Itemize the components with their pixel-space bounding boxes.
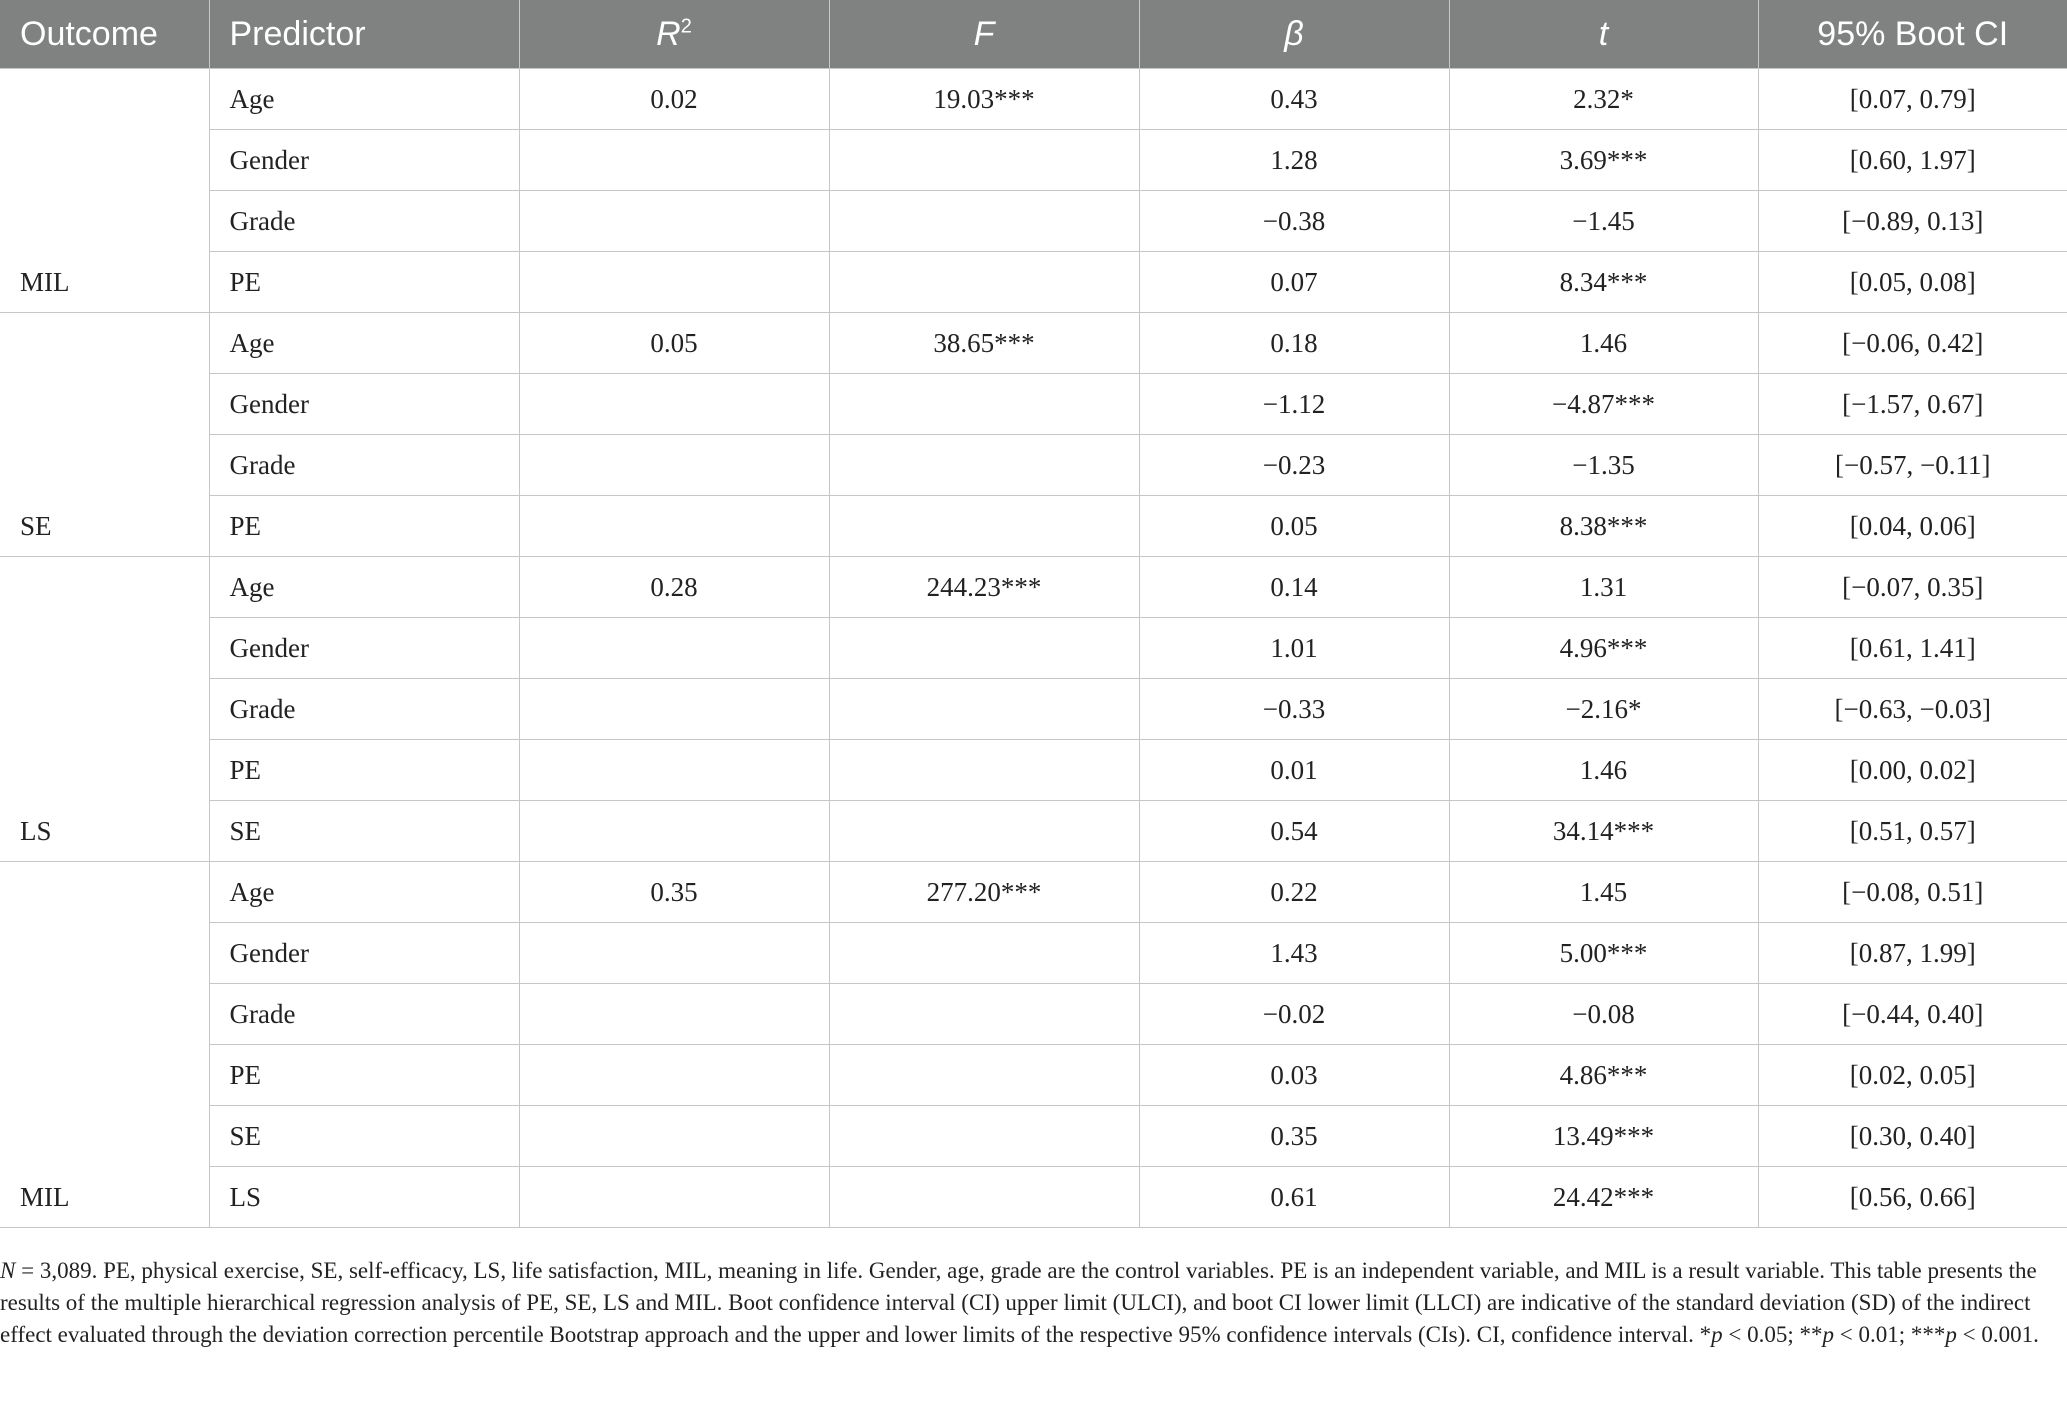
table-row bbox=[0, 740, 2067, 801]
beta-cell: 1.43 bbox=[1139, 923, 1449, 984]
table-row bbox=[0, 374, 2067, 435]
r2-cell: 0.02 bbox=[519, 69, 829, 130]
r2-cell bbox=[519, 1167, 829, 1228]
f-cell bbox=[829, 618, 1139, 679]
ci-cell: [0.00, 0.02] bbox=[1758, 740, 2067, 801]
r2-cell: 0.28 bbox=[519, 557, 829, 618]
outcome-cell: LS bbox=[0, 557, 209, 862]
header-predictor: Predictor bbox=[209, 0, 519, 69]
beta-cell: 0.54 bbox=[1139, 801, 1449, 862]
predictor-cell: PE bbox=[209, 496, 519, 557]
f-cell bbox=[829, 1045, 1139, 1106]
ci-cell: [0.02, 0.05] bbox=[1758, 1045, 2067, 1106]
f-cell bbox=[829, 496, 1139, 557]
f-cell bbox=[829, 1106, 1139, 1167]
beta-cell: 0.22 bbox=[1139, 862, 1449, 923]
beta-cell: 0.35 bbox=[1139, 1106, 1449, 1167]
f-cell: 244.23*** bbox=[829, 557, 1139, 618]
beta-cell: −0.23 bbox=[1139, 435, 1449, 496]
header-r2-sup: 2 bbox=[680, 15, 692, 38]
table-row bbox=[0, 618, 2067, 679]
table-row bbox=[0, 923, 2067, 984]
predictor-cell: Age bbox=[209, 557, 519, 618]
note-body: = 3,089. PE, physical exercise, SE, self-efficacy, LS, life satisfaction, MIL, meaning in life. Gender, age, grade are the control variables. PE is an independent variable, and MIL is a result variable. This table presents the results of the multiple hierarchical regression analysis of PE, SE, LS and MIL. Boot confidence interval (CI) upper limit (ULCI), and boot CI lower limit (LLCI) are indicative of the standard deviation (SD) of the indirect effect evaluated through the deviation correction percentile Bootstrap approach and the upper and lower limits of the respective 95% confidence intervals (CIs). CI, confidence interval. bbox=[0, 1258, 2037, 1347]
r2-cell bbox=[519, 740, 829, 801]
beta-cell: 0.05 bbox=[1139, 496, 1449, 557]
predictor-cell: Age bbox=[209, 69, 519, 130]
header-beta-text: β bbox=[1284, 14, 1304, 53]
beta-cell: 0.61 bbox=[1139, 1167, 1449, 1228]
f-cell bbox=[829, 374, 1139, 435]
beta-cell: 0.03 bbox=[1139, 1045, 1449, 1106]
f-cell: 38.65*** bbox=[829, 313, 1139, 374]
outcome-cell: MIL bbox=[0, 862, 209, 1228]
t-cell: 8.34*** bbox=[1449, 252, 1758, 313]
header-t bbox=[1449, 0, 1758, 69]
header-ci: 95% Boot CI bbox=[1758, 0, 2067, 69]
predictor-cell: Age bbox=[209, 862, 519, 923]
predictor-cell: LS bbox=[209, 1167, 519, 1228]
beta-cell: 0.14 bbox=[1139, 557, 1449, 618]
t-cell: 4.96*** bbox=[1449, 618, 1758, 679]
table-row bbox=[0, 1045, 2067, 1106]
table-row bbox=[0, 252, 2067, 313]
t-cell: 3.69*** bbox=[1449, 130, 1758, 191]
predictor-cell: PE bbox=[209, 1045, 519, 1106]
r2-cell bbox=[519, 679, 829, 740]
r2-cell bbox=[519, 496, 829, 557]
t-cell: 5.00*** bbox=[1449, 923, 1758, 984]
header-f bbox=[829, 0, 1139, 69]
table-row bbox=[0, 862, 2067, 923]
t-cell: −1.45 bbox=[1449, 191, 1758, 252]
t-cell: 1.46 bbox=[1449, 740, 1758, 801]
predictor-cell: Grade bbox=[209, 191, 519, 252]
t-cell: 1.45 bbox=[1449, 862, 1758, 923]
table-row bbox=[0, 557, 2067, 618]
note-p1-value: < 0.05; bbox=[1722, 1322, 1800, 1347]
beta-cell: −0.02 bbox=[1139, 984, 1449, 1045]
predictor-cell: Gender bbox=[209, 618, 519, 679]
r2-cell: 0.35 bbox=[519, 862, 829, 923]
predictor-cell: SE bbox=[209, 801, 519, 862]
f-cell bbox=[829, 252, 1139, 313]
r2-cell bbox=[519, 1106, 829, 1167]
note-p3-value: < 0.001. bbox=[1956, 1322, 2039, 1347]
predictor-cell: PE bbox=[209, 252, 519, 313]
ci-cell: [−1.57, 0.67] bbox=[1758, 374, 2067, 435]
note-p3-symbol: p bbox=[1945, 1322, 1957, 1347]
predictor-cell: Grade bbox=[209, 435, 519, 496]
predictor-cell: Gender bbox=[209, 374, 519, 435]
r2-cell bbox=[519, 130, 829, 191]
predictor-cell: Gender bbox=[209, 923, 519, 984]
note-n-symbol: N bbox=[0, 1258, 16, 1283]
ci-cell: [0.60, 1.97] bbox=[1758, 130, 2067, 191]
table-row bbox=[0, 1167, 2067, 1228]
predictor-cell: Grade bbox=[209, 679, 519, 740]
note-p3-star: *** bbox=[1910, 1322, 1946, 1347]
ci-cell: [0.30, 0.40] bbox=[1758, 1106, 2067, 1167]
t-cell: 24.42*** bbox=[1449, 1167, 1758, 1228]
f-cell bbox=[829, 923, 1139, 984]
note-p1-star: * bbox=[1699, 1322, 1712, 1347]
beta-cell: −0.33 bbox=[1139, 679, 1449, 740]
f-cell bbox=[829, 1167, 1139, 1228]
note-p2-symbol: p bbox=[1822, 1322, 1835, 1347]
ci-cell: [−0.08, 0.51] bbox=[1758, 862, 2067, 923]
header-f-text: F bbox=[973, 14, 995, 53]
beta-cell: 1.01 bbox=[1139, 618, 1449, 679]
table-header bbox=[0, 0, 2067, 69]
f-cell bbox=[829, 679, 1139, 740]
beta-cell: 0.18 bbox=[1139, 313, 1449, 374]
table-row bbox=[0, 130, 2067, 191]
predictor-cell: Gender bbox=[209, 130, 519, 191]
header-row bbox=[0, 0, 2067, 69]
table-body bbox=[0, 69, 2067, 1228]
predictor-cell: SE bbox=[209, 1106, 519, 1167]
table-row bbox=[0, 496, 2067, 557]
header-beta bbox=[1139, 0, 1449, 69]
ci-cell: [−0.06, 0.42] bbox=[1758, 313, 2067, 374]
ci-cell: [0.87, 1.99] bbox=[1758, 923, 2067, 984]
header-r2-base: R bbox=[656, 14, 681, 53]
predictor-cell: PE bbox=[209, 740, 519, 801]
note-p1-symbol: p bbox=[1711, 1322, 1723, 1347]
ci-cell: [0.05, 0.08] bbox=[1758, 252, 2067, 313]
t-cell: −0.08 bbox=[1449, 984, 1758, 1045]
predictor-cell: Age bbox=[209, 313, 519, 374]
note-p2-value: < 0.01; bbox=[1834, 1322, 1911, 1347]
table-row bbox=[0, 801, 2067, 862]
header-t-text: t bbox=[1598, 14, 1609, 53]
r2-cell bbox=[519, 923, 829, 984]
t-cell: −4.87*** bbox=[1449, 374, 1758, 435]
outcome-cell: SE bbox=[0, 313, 209, 557]
r2-cell bbox=[519, 252, 829, 313]
ci-cell: [−0.57, −0.11] bbox=[1758, 435, 2067, 496]
f-cell bbox=[829, 130, 1139, 191]
r2-cell bbox=[519, 374, 829, 435]
ci-cell: [−0.07, 0.35] bbox=[1758, 557, 2067, 618]
f-cell bbox=[829, 191, 1139, 252]
table-row bbox=[0, 984, 2067, 1045]
f-cell: 277.20*** bbox=[829, 862, 1139, 923]
t-cell: 1.46 bbox=[1449, 313, 1758, 374]
t-cell: −1.35 bbox=[1449, 435, 1758, 496]
ci-cell: [0.61, 1.41] bbox=[1758, 618, 2067, 679]
r2-cell bbox=[519, 435, 829, 496]
t-cell: 13.49*** bbox=[1449, 1106, 1758, 1167]
header-outcome: Outcome bbox=[0, 0, 209, 69]
table-row bbox=[0, 69, 2067, 130]
table-row bbox=[0, 313, 2067, 374]
table-footnote bbox=[0, 1255, 2050, 1351]
ci-cell: [0.56, 0.66] bbox=[1758, 1167, 2067, 1228]
table-row bbox=[0, 679, 2067, 740]
note-p2-star: ** bbox=[1799, 1322, 1823, 1347]
table-row bbox=[0, 1106, 2067, 1167]
ci-cell: [0.07, 0.79] bbox=[1758, 69, 2067, 130]
t-cell: −2.16* bbox=[1449, 679, 1758, 740]
beta-cell: −1.12 bbox=[1139, 374, 1449, 435]
ci-cell: [0.04, 0.06] bbox=[1758, 496, 2067, 557]
t-cell: 1.31 bbox=[1449, 557, 1758, 618]
table-row bbox=[0, 435, 2067, 496]
r2-cell bbox=[519, 618, 829, 679]
beta-cell: 0.43 bbox=[1139, 69, 1449, 130]
beta-cell: 1.28 bbox=[1139, 130, 1449, 191]
beta-cell: −0.38 bbox=[1139, 191, 1449, 252]
t-cell: 4.86*** bbox=[1449, 1045, 1758, 1106]
ci-cell: [−0.44, 0.40] bbox=[1758, 984, 2067, 1045]
r2-cell bbox=[519, 801, 829, 862]
f-cell bbox=[829, 740, 1139, 801]
t-cell: 2.32* bbox=[1449, 69, 1758, 130]
f-cell bbox=[829, 984, 1139, 1045]
beta-cell: 0.07 bbox=[1139, 252, 1449, 313]
r2-cell bbox=[519, 1045, 829, 1106]
f-cell: 19.03*** bbox=[829, 69, 1139, 130]
ci-cell: [−0.63, −0.03] bbox=[1758, 679, 2067, 740]
t-cell: 8.38*** bbox=[1449, 496, 1758, 557]
ci-cell: [−0.89, 0.13] bbox=[1758, 191, 2067, 252]
r2-cell bbox=[519, 191, 829, 252]
f-cell bbox=[829, 801, 1139, 862]
ci-cell: [0.51, 0.57] bbox=[1758, 801, 2067, 862]
predictor-cell: Grade bbox=[209, 984, 519, 1045]
r2-cell bbox=[519, 984, 829, 1045]
t-cell: 34.14*** bbox=[1449, 801, 1758, 862]
r2-cell: 0.05 bbox=[519, 313, 829, 374]
table-row bbox=[0, 191, 2067, 252]
header-r2 bbox=[519, 0, 829, 69]
beta-cell: 0.01 bbox=[1139, 740, 1449, 801]
f-cell bbox=[829, 435, 1139, 496]
outcome-cell: MIL bbox=[0, 69, 209, 313]
